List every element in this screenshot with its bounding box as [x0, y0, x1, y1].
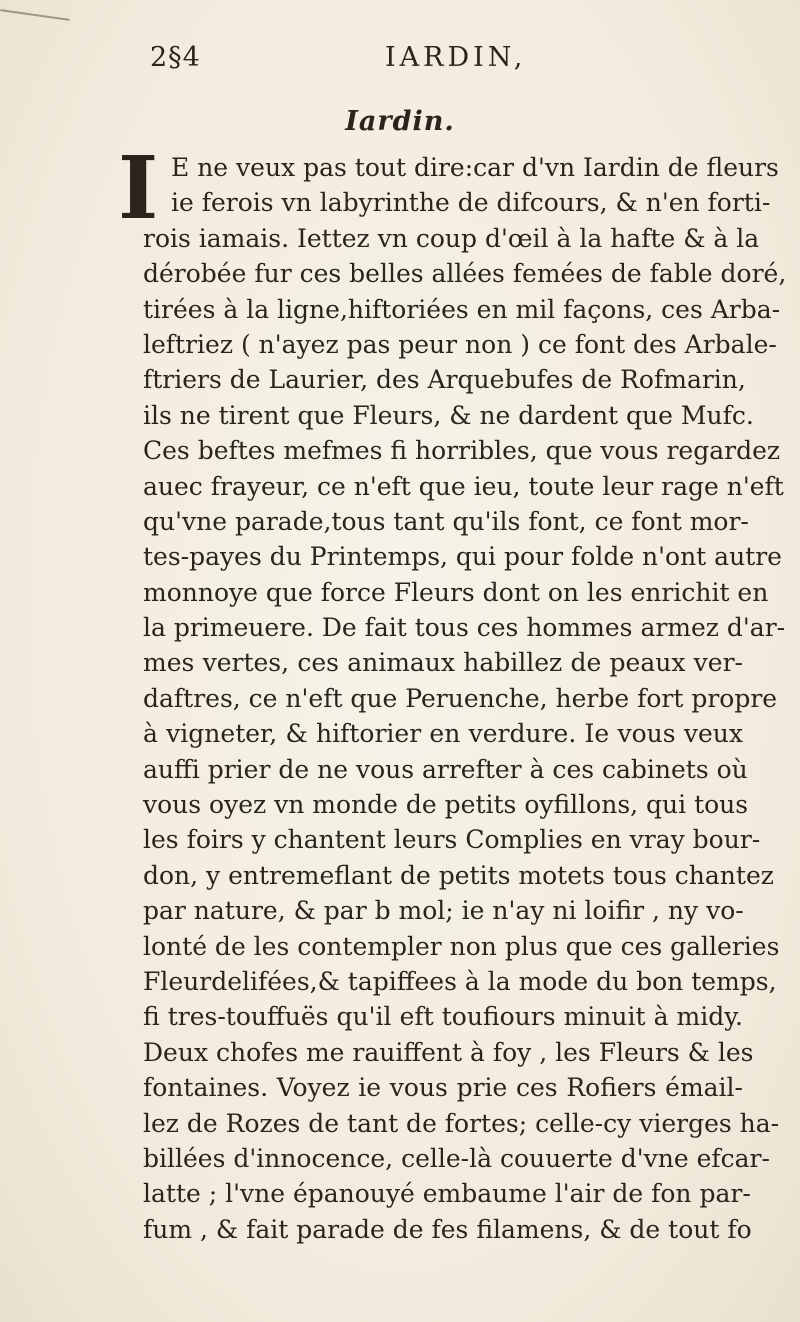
text-line: ftriers de Laurier, des Arquebufes de Rofmarin, [143, 365, 746, 395]
running-title: IARDIN, [385, 42, 527, 73]
text-line: billées d'innocence, celle-là couuerte d'vne efcar- [143, 1143, 770, 1173]
text-line: Fleurdelifées,& tapiffees à la mode du bon temps, [143, 966, 777, 996]
text-line: auec frayeur, ce n'eft que ieu, toute leur rage n'eft [143, 471, 784, 501]
text-line: par nature, & par b mol; ie n'ay ni loifir , ny vo- [143, 896, 744, 926]
section-title: Iardin. [345, 106, 455, 137]
text-line: leftriez ( n'ayez pas peur non ) ce font des Arbale- [143, 329, 777, 359]
text-line: dérobée fur ces belles allées femées de fable doré, [143, 259, 787, 289]
text-line: rois iamais. Iettez vn coup d'œil à la hafte & à la [143, 223, 760, 253]
text-line: lez de Rozes de tant de fortes; celle-cy vierges ha- [143, 1108, 780, 1138]
text-line: tes-payes du Printemps, qui pour folde n'ont autre [143, 542, 782, 572]
text-line: à vigneter, & hiftorier en verdure. Ie vous veux [143, 719, 743, 749]
corner-scratch [0, 9, 70, 21]
running-head [150, 42, 720, 82]
text-line: lonté de les contempler non plus que ces galleries [143, 931, 780, 961]
text-line: fum , & fait parade de fes filamens, & de tout fo [143, 1214, 752, 1244]
text-line: Deux chofes me rauiffent à foy , les Fleurs & les [143, 1037, 754, 1067]
text-line: fontaines. Voyez ie vous prie ces Rofiers émail- [143, 1073, 743, 1103]
text-line: E ne veux pas tout dire:car d'vn Iardin de fleurs [171, 153, 779, 182]
drop-cap: I [118, 138, 159, 239]
text-line: monnoye que force Fleurs dont on les enrichit en [143, 577, 769, 607]
text-line: don, y entremeflant de petits motets tous chantez [143, 860, 774, 890]
text-body [143, 150, 787, 1247]
text-line: ie ferois vn labyrinthe de difcours, & n'en forti- [171, 188, 771, 218]
text-line: fi tres-touffuës qu'il eft toufiours minuit à midy. [143, 1002, 743, 1032]
text-line: les foirs y chantent leurs Complies en vray bour- [143, 825, 761, 855]
text-line: latte ; l'vne épanouyé embaume l'air de fon par- [143, 1179, 751, 1209]
text-line: mes vertes, ces animaux habillez de peaux ver- [143, 648, 743, 678]
text-line: tirées à la ligne,hiftoriées en mil façons, ces Arba- [143, 294, 781, 324]
text-line: auffi prier de ne vous arrefter à ces cabinets où [143, 754, 748, 784]
text-line: daftres, ce n'eft que Peruenche, herbe fort propre [143, 683, 778, 713]
page-number: 2§4 [150, 42, 201, 73]
text-line: qu'vne parade,tous tant qu'ils font, ce font mor- [143, 506, 749, 536]
text-line: la primeuere. De fait tous ces hommes armez d'ar- [143, 613, 786, 643]
text-line: Ces beftes mefmes fi horribles, que vous regardez [143, 436, 781, 466]
text-line: vous oyez vn monde de petits oyfillons, qui tous [143, 790, 749, 820]
text-line: ils ne tirent que Fleurs, & ne dardent que Mufc. [143, 400, 754, 430]
